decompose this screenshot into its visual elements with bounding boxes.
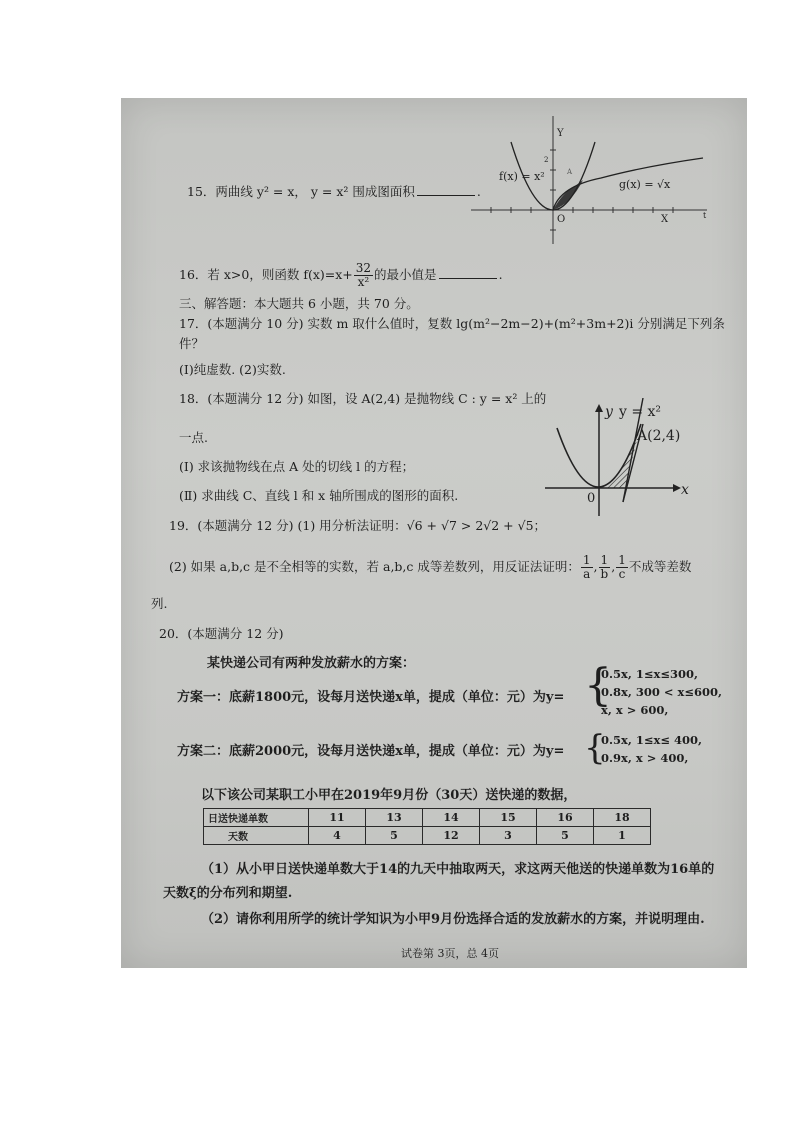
- table-row-header: 日送快递单数: [204, 809, 309, 827]
- x-axis-label: x: [681, 482, 689, 498]
- delivery-data-table: [203, 808, 651, 845]
- q16-fraction: [354, 262, 373, 289]
- table-cell: 1: [594, 827, 651, 845]
- y-axis-label: y: [605, 404, 613, 420]
- point-label: A(2,4): [637, 428, 681, 444]
- q19-part2-suffix: 不成等差数: [628, 559, 692, 574]
- table-row-header: 天数: [204, 827, 309, 845]
- plan2-text: 方案二：底薪2000元，设每月送快递x单，提成（单位：元）为y=: [177, 744, 565, 759]
- table-cell: 11: [309, 809, 366, 827]
- q20-sub1-line2: 天数ξ的分布列和期望.: [163, 886, 293, 901]
- q18-part1: (Ⅰ) 求该抛物线在点 A 处的切线 l 的方程；: [179, 459, 415, 474]
- y-axis-label: Y: [557, 128, 564, 139]
- frac-1-over-b: $\frac{1}{b}$: [600, 553, 609, 581]
- table-row: [204, 827, 651, 845]
- q20-intro: 某快递公司有两种发放薪水的方案：: [207, 656, 416, 671]
- origin-label: 0: [587, 491, 596, 506]
- plan1-case-1: 0.5x, 1≤x≤300,: [601, 667, 699, 681]
- q16-end: .: [498, 267, 503, 282]
- graph-area-between-curves: [471, 112, 711, 246]
- plan1-brace: {: [584, 660, 612, 711]
- table-cell: 14: [423, 809, 480, 827]
- question-15: [187, 184, 481, 200]
- g-curve-label: g(x) = √x: [619, 178, 671, 191]
- region-mark: A: [567, 168, 573, 176]
- q16-denominator: x²: [357, 275, 370, 289]
- q17-line3: (I)纯虚数. (2)实数.: [179, 362, 286, 377]
- x-axis-label: X: [661, 214, 669, 225]
- plan2-case-2: 0.9x, x > 400,: [601, 751, 689, 765]
- table-cell: 5: [537, 827, 594, 845]
- origin-label: O: [557, 214, 566, 225]
- q18-line2: 一点.: [179, 430, 208, 445]
- table-cell: 18: [594, 809, 651, 827]
- frac-1-over-c: $\frac{1}{c}$: [618, 553, 626, 581]
- q18-part2: (Ⅱ) 求曲线 C、直线 l 和 x 轴所围成的图形的面积.: [179, 488, 459, 503]
- table-cell: 4: [309, 827, 366, 845]
- q20-header: 20．(本题满分 12 分): [159, 626, 284, 641]
- q16-suffix: 的最小值是: [374, 267, 437, 282]
- q16-prefix: 16．若 x>0，则函数 f(x)=x+: [179, 267, 353, 282]
- question-16: [179, 260, 503, 290]
- answer-blank: [439, 268, 497, 279]
- plan1-case-3: x, x > 600,: [601, 703, 669, 717]
- x-end-label: t: [703, 211, 707, 220]
- q20-sub2: （2）请你利用所学的统计学知识为小甲9月份选择合适的发放薪水的方案，并说明理由.: [201, 912, 705, 927]
- q16-numerator: 32: [355, 261, 372, 275]
- q15-text: 15．两曲线 y² = x， y = x² 围成图面积: [187, 184, 415, 199]
- page-footer: 试卷第 3页，总 4页: [401, 947, 499, 960]
- q17-line1: 17．(本题满分 10 分) 实数 m 取什么值时，复数 lg(m²−2m−2)+(m²+3m+2)i 分别满足下列条: [179, 316, 725, 331]
- q19-line3: 列.: [151, 596, 168, 611]
- q19-line1: 19．(本题满分 12 分) (1) 用分析法证明：√6 + √7 > 2√2 + √5；: [169, 518, 547, 533]
- exam-page: [121, 98, 747, 968]
- table-row: [204, 809, 651, 827]
- table-cell: 15: [480, 809, 537, 827]
- plan2-case-1: 0.5x, 1≤x≤ 400,: [601, 733, 703, 747]
- section-three-heading: 三、解答题：本大题共 6 小题，共 70 分。: [179, 296, 419, 311]
- q15-end: .: [476, 184, 481, 199]
- q18-line1: 18．(本题满分 12 分) 如图，设 A(2,4) 是抛物线 C : y = x² 上的: [179, 391, 547, 406]
- q19-part2-prefix: (2) 如果 a,b,c 是不全相等的实数，若 a,b,c 成等差数列，用反证法证明：: [169, 559, 580, 574]
- plan1-text: 方案一：底薪1800元，设每月送快递x单，提成（单位：元）为y=: [177, 690, 565, 705]
- q17-line2: 件？: [179, 336, 205, 351]
- plan2-brace: {: [584, 728, 606, 768]
- frac-1-over-a: $\frac{1}{a}$: [582, 553, 591, 581]
- tick-label-2: 2: [544, 156, 549, 164]
- plan1-case-2: 0.8x, 300 < x≤600,: [601, 685, 723, 699]
- answer-blank: [417, 185, 475, 196]
- table-cell: 13: [366, 809, 423, 827]
- table-cell: 3: [480, 827, 537, 845]
- table-cell: 5: [366, 827, 423, 845]
- q19-part2: (2) 如果 a,b,c 是不全相等的实数，若 a,b,c 成等差数列，用反证法证明： $\frac{1}{a}$ , $\frac{1}{b}$ , $\frac{1}{c}$ 不成等差数: [169, 553, 692, 581]
- f-curve-label: f(x) = x²: [499, 170, 545, 183]
- graph-parabola-tangent: [539, 398, 689, 520]
- curve-label: y = x²: [619, 404, 662, 420]
- table-cell: 12: [423, 827, 480, 845]
- data-intro: 以下该公司某职工小甲在2019年9月份（30天）送快递的数据，: [201, 788, 577, 803]
- table-cell: 16: [537, 809, 594, 827]
- q20-sub1-line1: （1）从小甲日送快递单数大于14的九天中抽取两天，求这两天他送的快递单数为16单的: [201, 862, 715, 877]
